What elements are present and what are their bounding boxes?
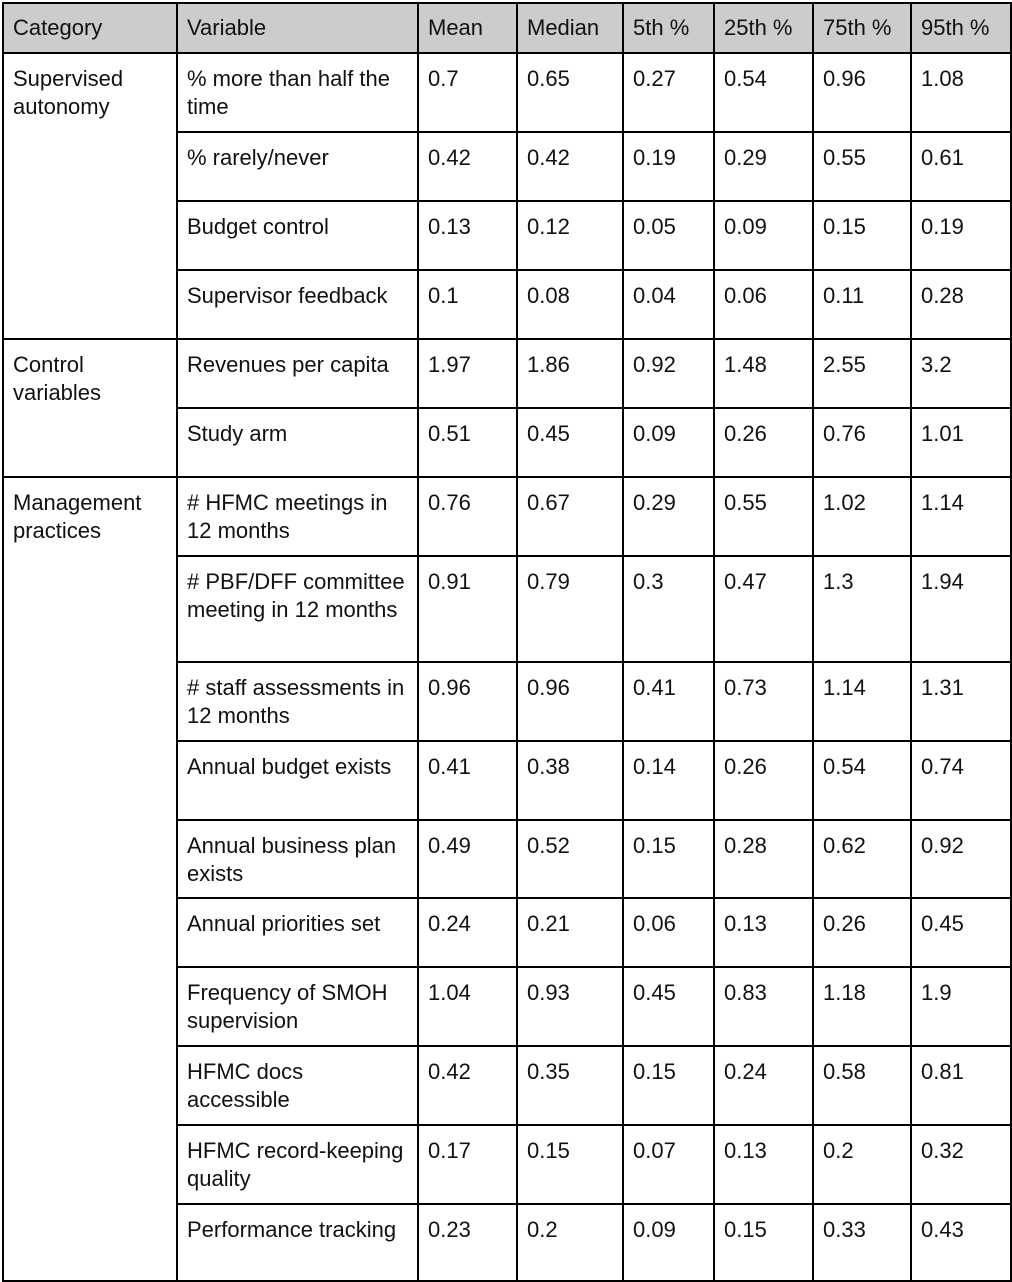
median-cell: 0.65 <box>517 53 623 132</box>
mean-cell: 0.76 <box>418 477 517 556</box>
header-variable: Variable <box>177 3 418 53</box>
p5-cell: 0.92 <box>623 339 714 408</box>
p95-cell: 0.92 <box>911 820 1011 898</box>
median-cell: 0.2 <box>517 1204 623 1281</box>
p75-cell: 0.96 <box>813 53 911 132</box>
p75-cell: 0.26 <box>813 898 911 967</box>
p5-cell: 0.15 <box>623 1046 714 1125</box>
p25-cell: 0.55 <box>714 477 813 556</box>
p95-cell: 0.45 <box>911 898 1011 967</box>
p5-cell: 0.05 <box>623 201 714 270</box>
p95-cell: 1.14 <box>911 477 1011 556</box>
p25-cell: 0.13 <box>714 1125 813 1204</box>
p5-cell: 0.09 <box>623 1204 714 1281</box>
mean-cell: 0.23 <box>418 1204 517 1281</box>
p5-cell: 0.09 <box>623 408 714 477</box>
p75-cell: 0.11 <box>813 270 911 339</box>
p75-cell: 0.54 <box>813 741 911 820</box>
p95-cell: 0.28 <box>911 270 1011 339</box>
p95-cell: 0.32 <box>911 1125 1011 1204</box>
p25-cell: 0.83 <box>714 967 813 1046</box>
table-row <box>3 477 1011 556</box>
header-mean: Mean <box>418 3 517 53</box>
variable-cell: Annual business plan exists <box>177 820 418 898</box>
mean-cell: 0.49 <box>418 820 517 898</box>
p95-cell: 1.94 <box>911 556 1011 662</box>
p25-cell: 0.24 <box>714 1046 813 1125</box>
variable-cell: HFMC record-keeping quality <box>177 1125 418 1204</box>
header-5th-percentile: 5th % <box>623 3 714 53</box>
p25-cell: 0.26 <box>714 408 813 477</box>
p75-cell: 1.3 <box>813 556 911 662</box>
p75-cell: 2.55 <box>813 339 911 408</box>
p25-cell: 0.26 <box>714 741 813 820</box>
variable-cell: # HFMC meetings in 12 months <box>177 477 418 556</box>
header-median: Median <box>517 3 623 53</box>
median-cell: 0.08 <box>517 270 623 339</box>
variable-cell: % rarely/never <box>177 132 418 201</box>
variable-cell: Annual budget exists <box>177 741 418 820</box>
p75-cell: 0.55 <box>813 132 911 201</box>
mean-cell: 0.42 <box>418 132 517 201</box>
table-row <box>3 339 1011 408</box>
mean-cell: 0.13 <box>418 201 517 270</box>
p25-cell: 0.13 <box>714 898 813 967</box>
p5-cell: 0.29 <box>623 477 714 556</box>
table-body <box>3 53 1011 1281</box>
p5-cell: 0.14 <box>623 741 714 820</box>
category-cell: Management practices <box>3 477 177 1281</box>
median-cell: 0.38 <box>517 741 623 820</box>
variable-cell: # staff assessments in 12 months <box>177 662 418 741</box>
mean-cell: 0.24 <box>418 898 517 967</box>
median-cell: 0.42 <box>517 132 623 201</box>
p95-cell: 1.9 <box>911 967 1011 1046</box>
mean-cell: 0.51 <box>418 408 517 477</box>
median-cell: 0.96 <box>517 662 623 741</box>
header-95th-percentile: 95th % <box>911 3 1011 53</box>
p75-cell: 0.76 <box>813 408 911 477</box>
p75-cell: 0.33 <box>813 1204 911 1281</box>
variable-cell: Performance tracking <box>177 1204 418 1281</box>
summary-statistics-table <box>2 2 1012 1282</box>
median-cell: 0.67 <box>517 477 623 556</box>
p25-cell: 0.09 <box>714 201 813 270</box>
p25-cell: 0.54 <box>714 53 813 132</box>
p95-cell: 1.01 <box>911 408 1011 477</box>
header-75th-percentile: 75th % <box>813 3 911 53</box>
mean-cell: 0.7 <box>418 53 517 132</box>
p75-cell: 0.62 <box>813 820 911 898</box>
p95-cell: 0.19 <box>911 201 1011 270</box>
p25-cell: 1.48 <box>714 339 813 408</box>
p5-cell: 0.07 <box>623 1125 714 1204</box>
median-cell: 0.79 <box>517 556 623 662</box>
p25-cell: 0.47 <box>714 556 813 662</box>
p75-cell: 1.14 <box>813 662 911 741</box>
header-category: Category <box>3 3 177 53</box>
p5-cell: 0.45 <box>623 967 714 1046</box>
median-cell: 0.35 <box>517 1046 623 1125</box>
p5-cell: 0.06 <box>623 898 714 967</box>
header-row <box>3 3 1011 53</box>
p25-cell: 0.06 <box>714 270 813 339</box>
p5-cell: 0.15 <box>623 820 714 898</box>
p95-cell: 1.31 <box>911 662 1011 741</box>
mean-cell: 0.17 <box>418 1125 517 1204</box>
p25-cell: 0.29 <box>714 132 813 201</box>
p5-cell: 0.41 <box>623 662 714 741</box>
p75-cell: 0.2 <box>813 1125 911 1204</box>
p5-cell: 0.04 <box>623 270 714 339</box>
mean-cell: 0.91 <box>418 556 517 662</box>
category-cell: Control variables <box>3 339 177 477</box>
p75-cell: 0.58 <box>813 1046 911 1125</box>
mean-cell: 0.96 <box>418 662 517 741</box>
variable-cell: % more than half the time <box>177 53 418 132</box>
p95-cell: 1.08 <box>911 53 1011 132</box>
variable-cell: Revenues per capita <box>177 339 418 408</box>
variable-cell: Frequency of SMOH supervision <box>177 967 418 1046</box>
variable-cell: Study arm <box>177 408 418 477</box>
p75-cell: 1.18 <box>813 967 911 1046</box>
p5-cell: 0.3 <box>623 556 714 662</box>
table-row <box>3 53 1011 132</box>
variable-cell: Budget control <box>177 201 418 270</box>
median-cell: 0.21 <box>517 898 623 967</box>
mean-cell: 0.42 <box>418 1046 517 1125</box>
variable-cell: HFMC docs accessible <box>177 1046 418 1125</box>
variable-cell: Annual priorities set <box>177 898 418 967</box>
p25-cell: 0.73 <box>714 662 813 741</box>
p5-cell: 0.19 <box>623 132 714 201</box>
p5-cell: 0.27 <box>623 53 714 132</box>
mean-cell: 1.04 <box>418 967 517 1046</box>
header-25th-percentile: 25th % <box>714 3 813 53</box>
p95-cell: 0.43 <box>911 1204 1011 1281</box>
median-cell: 0.15 <box>517 1125 623 1204</box>
p75-cell: 1.02 <box>813 477 911 556</box>
p95-cell: 0.61 <box>911 132 1011 201</box>
median-cell: 0.93 <box>517 967 623 1046</box>
p95-cell: 0.81 <box>911 1046 1011 1125</box>
category-cell: Supervised autonomy <box>3 53 177 339</box>
mean-cell: 1.97 <box>418 339 517 408</box>
mean-cell: 0.41 <box>418 741 517 820</box>
p25-cell: 0.15 <box>714 1204 813 1281</box>
p25-cell: 0.28 <box>714 820 813 898</box>
p95-cell: 0.74 <box>911 741 1011 820</box>
p95-cell: 3.2 <box>911 339 1011 408</box>
variable-cell: Supervisor feedback <box>177 270 418 339</box>
median-cell: 0.12 <box>517 201 623 270</box>
mean-cell: 0.1 <box>418 270 517 339</box>
median-cell: 1.86 <box>517 339 623 408</box>
p75-cell: 0.15 <box>813 201 911 270</box>
median-cell: 0.52 <box>517 820 623 898</box>
variable-cell: # PBF/DFF committee meeting in 12 months <box>177 556 418 662</box>
median-cell: 0.45 <box>517 408 623 477</box>
